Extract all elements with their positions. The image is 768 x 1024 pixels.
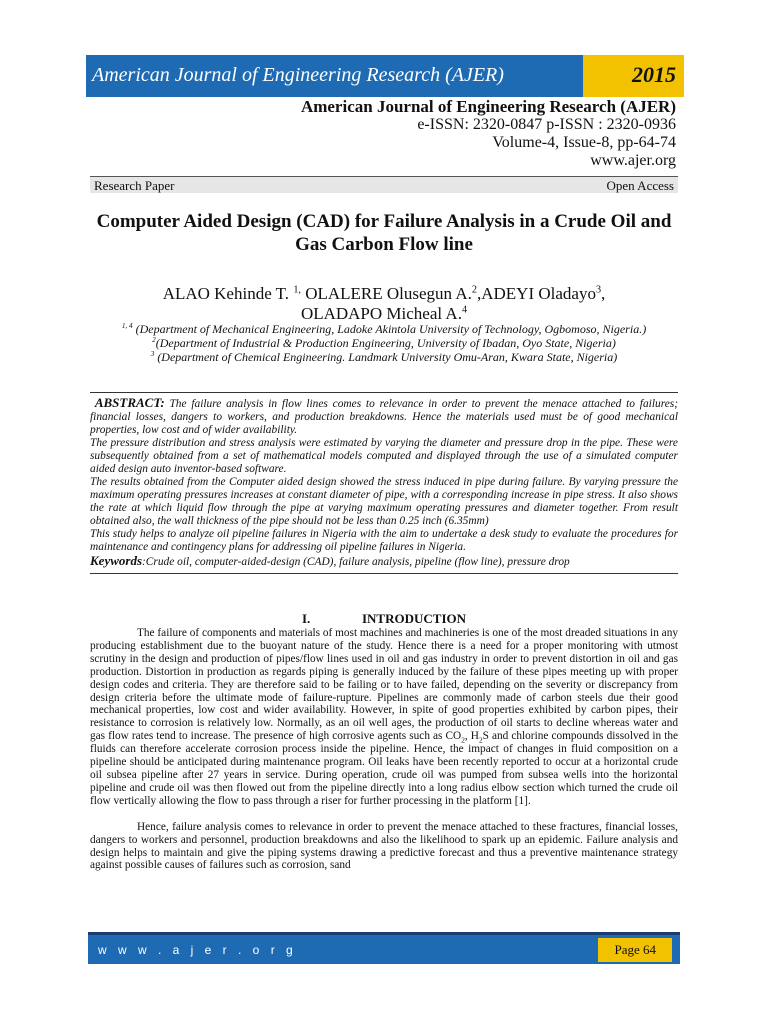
page-number: Page 64 [598, 938, 672, 962]
affiliations [90, 322, 678, 364]
author-name: OLALERE Olusegun A. [305, 284, 472, 303]
author-affiliation-mark: 4 [461, 304, 468, 316]
affiliation-mark: 2 [152, 336, 156, 344]
body-text [90, 627, 678, 885]
paper-type-bar [90, 176, 678, 193]
section-title: INTRODUCTION [361, 611, 466, 626]
page-footer [88, 932, 680, 964]
author-affiliation-mark: 1, [293, 284, 301, 296]
journal-website[interactable]: www.ajer.org [590, 152, 676, 169]
journal-volume: Volume-4, Issue-8, pp-64-74 [492, 134, 676, 151]
affiliation-text: (Department of Chemical Engineering. Landmark University Omu-Aran, Kwara State, Nigeria) [157, 350, 618, 364]
author-separator: , [601, 284, 606, 303]
author-list [90, 284, 678, 324]
abstract-paragraph: This study helps to analyze oil pipeline failures in Nigeria with the aim to undertake a desk study to evaluate the procedures for maintenance and contingency plans for addressing oil pipeline failures in Nigeria. [90, 528, 678, 553]
abstract-label: ABSTRACT: [94, 395, 165, 410]
section-heading [90, 611, 678, 627]
paper-title: Computer Aided Design (CAD) for Failure Analysis in a Crude Oil and Gas Carbon Flow line [96, 211, 672, 255]
keywords-label: Keywords [90, 553, 142, 568]
affiliation-text: (Department of Industrial & Production Engineering, University of Ibadan, Oyo State, Nigeria) [155, 336, 616, 350]
abstract-box [90, 392, 678, 574]
paper-type-label: Research Paper [94, 178, 175, 193]
subscript: 2 [478, 735, 483, 745]
keywords-text: :Crude oil, computer-aided-design (CAD), failure analysis, pipeline (flow line), pressure drop [142, 556, 570, 568]
affiliation-mark: 3 [150, 350, 155, 358]
affiliation-line [90, 336, 678, 350]
publication-year: 2015 [583, 55, 684, 97]
journal-info [301, 98, 676, 170]
affiliation-line [90, 322, 678, 336]
subscript: 2 [461, 735, 465, 745]
body-paragraph [90, 627, 678, 808]
keywords-line [90, 554, 678, 569]
section-number: I. [301, 611, 311, 626]
body-text-run: The failure of components and materials of most machines and machineries is one of the most dreaded situations in any producing establishment due to the buoyant nature of the study. Hence there is a need for a proper monitoring with utmost scrutiny in the design and production of pipes/flow lines used in oil and gas industry in order to prevent distortion in oil and gas production. Distortion in production as regards piping is generally induced by the failure of these pipes meeting up with proper design codes and criteria. They are therefore said to be failing or to have failed, depending on the severity or discrepancy from design criteria before the ultimate mode of failure-rupture. Pipelines are commonly made of carbon steels due their good mechanical properties, low cost and wider availability. However, in spite of good properties exhibited by carbon pipes, their resistance to corrosion is relatively low. Normally, as an oil well ages, the production of oil starts to decline whereas water and gas flow rates tend to increase. The presence of high corrosive agents such as CO [90, 627, 678, 743]
abstract-paragraph [90, 396, 678, 437]
author-name: ,ADEYI Oladayo [476, 284, 596, 303]
body-text-run: , H [464, 730, 479, 743]
affiliation-line [90, 350, 678, 364]
author-name: ALAO Kehinde T. [162, 284, 290, 303]
open-access-label: Open Access [606, 178, 674, 193]
affiliation-mark: 1, 4 [121, 322, 133, 330]
footer-url[interactable]: w w w . a j e r . o r g [98, 942, 297, 957]
journal-banner: American Journal of Engineering Research (AJER) [86, 55, 583, 97]
abstract-paragraph: The pressure distribution and stress analysis were estimated by varying the diameter and pressure drop in the pipe. These were subsequently obtained from a set of mathematical models computed and displayed through the use of a simulated computer aided design auto inventor-based software. [90, 437, 678, 475]
body-paragraph: Hence, failure analysis comes to relevance in order to prevent the menace attached to these fractures, financial losses, dangers to workers and personnel, production breakdowns and also the likelihood to spark up an epidemic. Failure analysis and design helps to maintain and give the piping systems drawing a predictive forecast and thus a preventive maintenance strategy against possible causes of failures such as corrosion, sand [90, 820, 678, 872]
journal-issn: e-ISSN: 2320-0847 p-ISSN : 2320-0936 [417, 116, 676, 133]
author-name: OLADAPO Micheal A. [300, 304, 462, 323]
body-text-run: S and chlorine compounds dissolved in the fluids can therefore accelerate corrosion process inside the pipeline. Hence, the impact of changes in fluid composition on a pipeline should be anticipated during maintenance program. Oil leaks have been recently reported to occur at a horizontal crude oil subsea pipeline after 27 years in service. During operation, crude oil was pumped from subsea wells into the horizontal pipeline and crude oil was then flowed out from the pipeline directly into a long radius elbow section which turned the crude oil flow vertically allowing the flow to pass through a riser for further processing in the platform [1]. [90, 730, 679, 807]
journal-header-bar [86, 55, 684, 97]
abstract-paragraph: The results obtained from the Computer aided design showed the stress induced in pipe during failure. By varying pressure the maximum operating pressures increases at constant diameter of pipe, with a corresponding increase in pipe stress. It also shows the rate at which liquid flow through the pipe at varying maximum operating pressures and diameter together. From result obtained also, the wall thickness of the pipe should not be less than 0.25 inch (6.35mm) [90, 476, 678, 527]
author-affiliation-mark: 3 [595, 284, 602, 296]
author-affiliation-mark: 2 [471, 284, 477, 296]
abstract-text: The failure analysis in flow lines comes to relevance in order to prevent the menace attached to failures; financial losses, dangers to workers, and production breakdowns. Hence the materials used must be of good mechanical properties, low cost and of wider availability. [90, 398, 678, 436]
affiliation-text: (Department of Mechanical Engineering, Ladoke Akintola University of Technology, Ogbomoso, Nigeria.) [135, 322, 647, 336]
journal-name: American Journal of Engineering Research (AJER) [300, 97, 676, 116]
